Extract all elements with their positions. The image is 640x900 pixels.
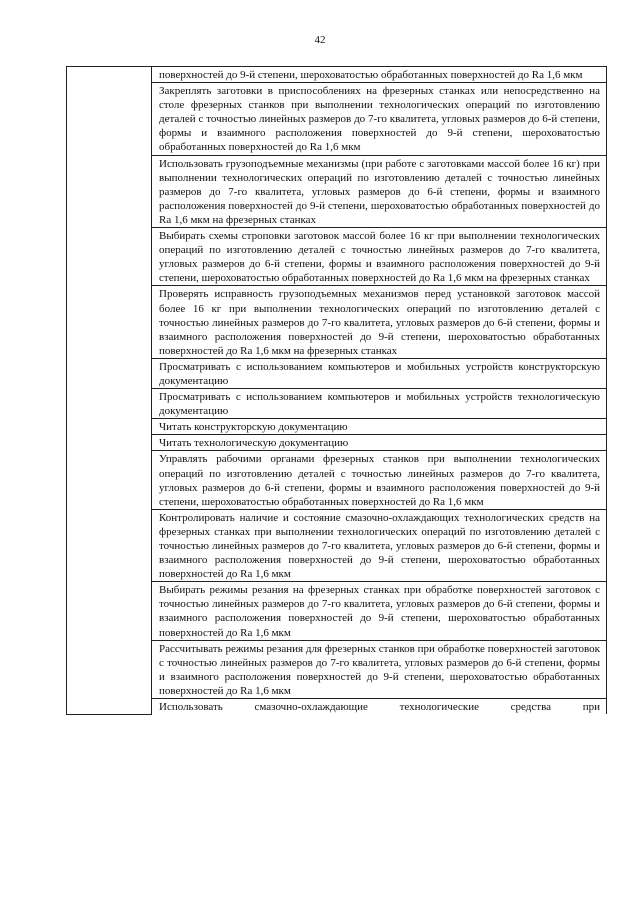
table-cell: Контролировать наличие и состояние смазочно-охлаждающих технологических средств на фрезерных станках при выполнении технологических операций по изготовлению деталей с точностью линейных размеров до 7-го квалитета, угловых размеров до 6-й степени, формы и взаимного расположения поверхностей до 9-й степени, шероховатостью обработанных поверхностей до Ra 1,6 мкм [152,509,607,581]
table-cell: Управлять рабочими органами фрезерных станков при выполнении технологических операций по изготовлению деталей с точностью линейных размеров до 7-го квалитета, угловых размеров до 6-й степени, формы и взаимного расположения поверхностей до 9-й степени, шероховатостью обработанных поверхностей до Ra 1,6 мкм [152,451,607,509]
table-cell: Выбирать режимы резания на фрезерных станках при обработке поверхностей заготовок с точностью линейных размеров до 7-го квалитета, угловых размеров до 6-й степени, формы и взаимного расположения поверхностей до 9-й степени, шероховатостью обработанных поверхностей до Ra 1,6 мкм [152,582,607,640]
table-cell: поверхностей до 9-й степени, шероховатостью обработанных поверхностей до Ra 1,6 мкм [152,67,607,83]
table-row [67,67,607,83]
table-cell: Закреплять заготовки в приспособлениях на фрезерных станках или непосредственно на столе фрезерных станков при выполнении технологических операций по изготовлению деталей с точностью линейных размеров до 7-го квалитета, угловых размеров до 6-й степени, формы и взаимного расположения поверхностей до 9-й степени, шероховатостью обработанных поверхностей до Ra 1,6 мкм [152,83,607,155]
left-column-cell [67,67,152,715]
table-cell: Просматривать с использованием компьютеров и мобильных устройств технологическую документацию [152,389,607,419]
table-cell: Использовать грузоподъемные механизмы (при работе с заготовками массой более 16 кг) при выполнении технологических операций по изготовлению деталей с точностью линейных размеров до 7-го квалитета, угловых размеров до 6-й степени, формы и взаимного расположения поверхностей до 9-й степени, шероховатостью обработанных поверхностей до Ra 1,6 мкм на фрезерных станках [152,155,607,227]
table-cell: Проверять исправность грузоподъемных механизмов перед установкой заготовок массой более 16 кг при выполнении технологических операций по изготовлению деталей с точностью линейных размеров до 7-го квалитета, угловых размеров до 6-й степени, формы и взаимного расположения поверхностей до 9-й степени, шероховатостью обработанных поверхностей до Ra 1,6 мкм на фрезерных станках [152,286,607,358]
table-cell: Просматривать с использованием компьютеров и мобильных устройств конструкторскую документацию [152,358,607,388]
page-number: 42 [314,34,326,46]
table-cell: Рассчитывать режимы резания для фрезерных станков при обработке поверхностей заготовок с точностью линейных размеров до 7-го квалитета, угловых размеров до 6-й степени, формы и взаимного расположения поверхностей до 9-й степени, шероховатостью обработанных поверхностей до Ra 1,6 мкм [152,640,607,698]
table-cell: Читать технологическую документацию [152,435,607,451]
table-cell: Читать конструкторскую документацию [152,419,607,435]
table-cell: Использовать смазочно-охлаждающие технологические средства при [152,699,607,715]
table-cell: Выбирать схемы строповки заготовок массой более 16 кг при выполнении технологических операций по изготовлению деталей с точностью линейных размеров до 7-го квалитета, угловых размеров до 6-й степени, формы и взаимного расположения поверхностей до 9-й степени, шероховатостью обработанных поверхностей до Ra 1,6 мкм на фрезерных станках [152,228,607,286]
skills-table [66,66,607,715]
